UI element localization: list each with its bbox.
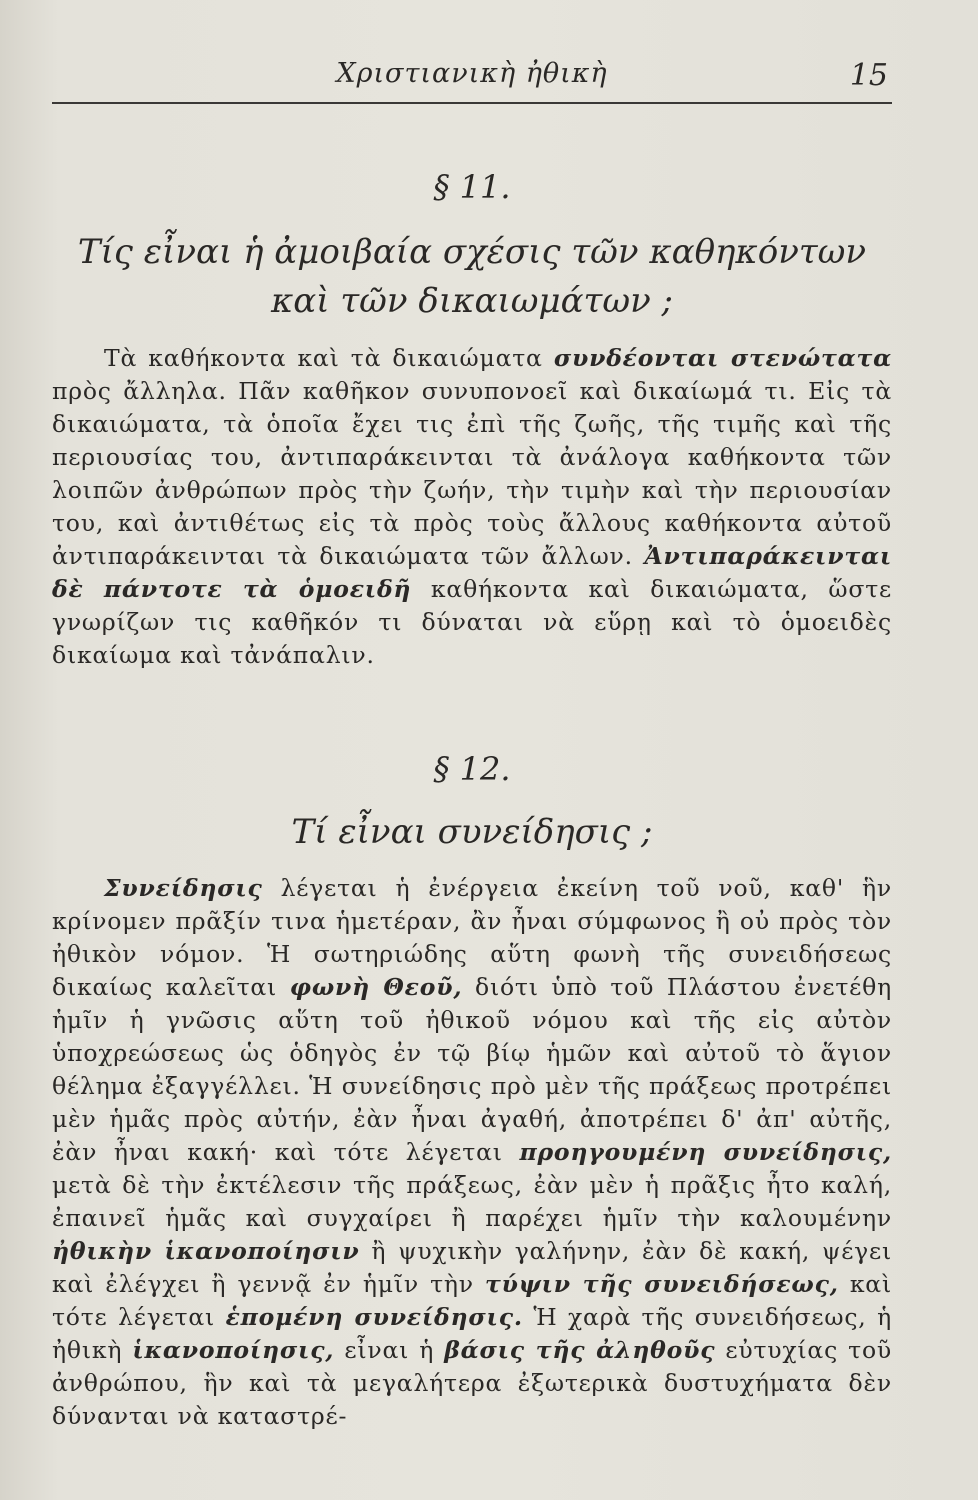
text-run: μετὰ δὲ τὴν ἐκτέλεσιν τῆς πράξεως, ἐὰν μὲν ἡ πρᾶξις ἦτο καλή, ἐπαινεῖ ἡμᾶς καὶ συγχαίρει ἢ παρέχει ἡμῖν τὴν καλουμένην — [52, 1171, 892, 1232]
section-heading-11: § 11. — [433, 168, 511, 206]
page-header — [52, 52, 892, 104]
emphasis-run: Ἀντιπαράκεινται δὲ πάντοτε τὰ ὁμοειδῆ — [52, 542, 892, 603]
text-run: Τὰ καθήκοντα καὶ τὰ δικαιώματα — [104, 344, 554, 372]
paragraph-section-11 — [52, 342, 892, 672]
text-run: Ἡ χαρὰ τῆς συνειδήσεως, ἡ ἠθικὴ — [52, 1303, 892, 1364]
emphasis-run: ἱκανοποίησις, — [132, 1336, 335, 1364]
section-heading-12: § 12. — [433, 750, 511, 788]
running-title: Χριστιανικὴ ἠθικὴ — [336, 58, 608, 89]
emphasis-run: συνδέονται στενώτατα — [553, 344, 892, 372]
text-run: εὐτυχίας τοῦ ἀνθρώπου, ἣν καὶ τὰ μεγαλήτερα ἐξωτερικὰ δυστυχήματα δὲν δύνανται νὰ καταστρέ- — [52, 1336, 892, 1430]
emphasis-run: ἠθικὴν ἱκανοποίησιν — [52, 1237, 360, 1265]
emphasis-run: Συνείδησις — [104, 874, 263, 902]
emphasis-run: προηγουμένη συνείδησις, — [519, 1138, 892, 1166]
emphasis-run: τύψιν τῆς συνειδήσεως, — [485, 1270, 839, 1298]
text-run: εἶναι ἡ — [334, 1336, 445, 1364]
paragraph-section-12 — [52, 872, 892, 1433]
text-run: καθήκοντα καὶ δικαιώματα, ὥστε γνωρίζων τις καθῆκόν τι δύναται νὰ εὕρῃ καὶ τὸ ὁμοειδὲς δικαίωμα καὶ τἀνάπαλιν. — [52, 575, 892, 669]
page-number: 15 — [849, 58, 888, 93]
emphasis-run: βάσις τῆς ἀληθοῦς — [444, 1336, 716, 1364]
question-line-2: καὶ τῶν δικαιωμάτων ; — [270, 281, 674, 321]
text-run: καὶ τότε λέγεται — [52, 1270, 892, 1331]
question-title-12: Τί εἶναι συνείδησις ; — [291, 812, 653, 852]
question-title-11 — [52, 228, 892, 326]
text-run: διότι ὑπὸ τοῦ Πλάστου ἐνετέθη ἡμῖν ἡ γνῶσις αὕτη τοῦ ἠθικοῦ νόμου καὶ τῆς εἰς αὐτὸν ὑποχρεώσεως ὡς ὁδηγὸς ἐν τῷ βίῳ ἡμῶν καὶ αὐτοῦ τὸ ἅγιον θέλημα ἐξαγγέλλει. Ἡ συνείδησις πρὸ μὲν τῆς πράξεως προτρέπει μὲν ἡμᾶς πρὸς αὐτήν, ἐὰν ἦναι ἀγαθή, ἀποτρέπει δ' ἀπ' αὐτῆς, ἐὰν ἦναι κακή· καὶ τότε λέγεται — [52, 973, 892, 1166]
text-run: λέγεται ἡ ἐνέργεια ἐκείνη τοῦ νοῦ, καθ' ἣν κρίνομεν πρᾶξίν τινα ἡμετέραν, ἂν ἦναι σύμφωνος ἢ οὐ πρὸς τὸν ἠθικὸν νόμον. Ἡ σωτηριώδης αὕτη φωνὴ τῆς συνειδήσεως δικαίως καλεῖται — [52, 874, 892, 1001]
text-run: ἢ ψυχικὴν γαλήνην, ἐὰν δὲ κακή, ψέγει καὶ ἐλέγχει ἢ γεννᾷ ἐν ἡμῖν τὴν — [52, 1237, 892, 1298]
emphasis-run: ἑπομένη συνείδησις. — [225, 1303, 523, 1331]
emphasis-run: φωνὴ Θεοῦ, — [289, 973, 463, 1001]
question-line-1: Τίς εἶναι ἡ ἀμοιβαία σχέσις τῶν καθηκόντων — [77, 232, 867, 272]
text-run: πρὸς ἄλληλα. Πᾶν καθῆκον συνυπονοεῖ καὶ δικαίωμά τι. Εἰς τὰ δικαιώματα, τὰ ὁποῖα ἔχει τις ἐπὶ τῆς ζωῆς, τῆς τιμῆς καὶ τῆς περιουσίας του, ἀντιπαράκεινται τὰ ἀνάλογα καθήκοντα τῶν λοιπῶν ἀνθρώπων πρὸς τὴν ζωήν, τὴν τιμὴν καὶ τὴν περιουσίαν του, καὶ ἀντιθέτως εἰς τὰ πρὸς τοὺς ἄλλους καθήκοντα αὐτοῦ ἀντιπαράκεινται τὰ δικαιώματα τῶν ἄλλων. — [52, 377, 892, 570]
